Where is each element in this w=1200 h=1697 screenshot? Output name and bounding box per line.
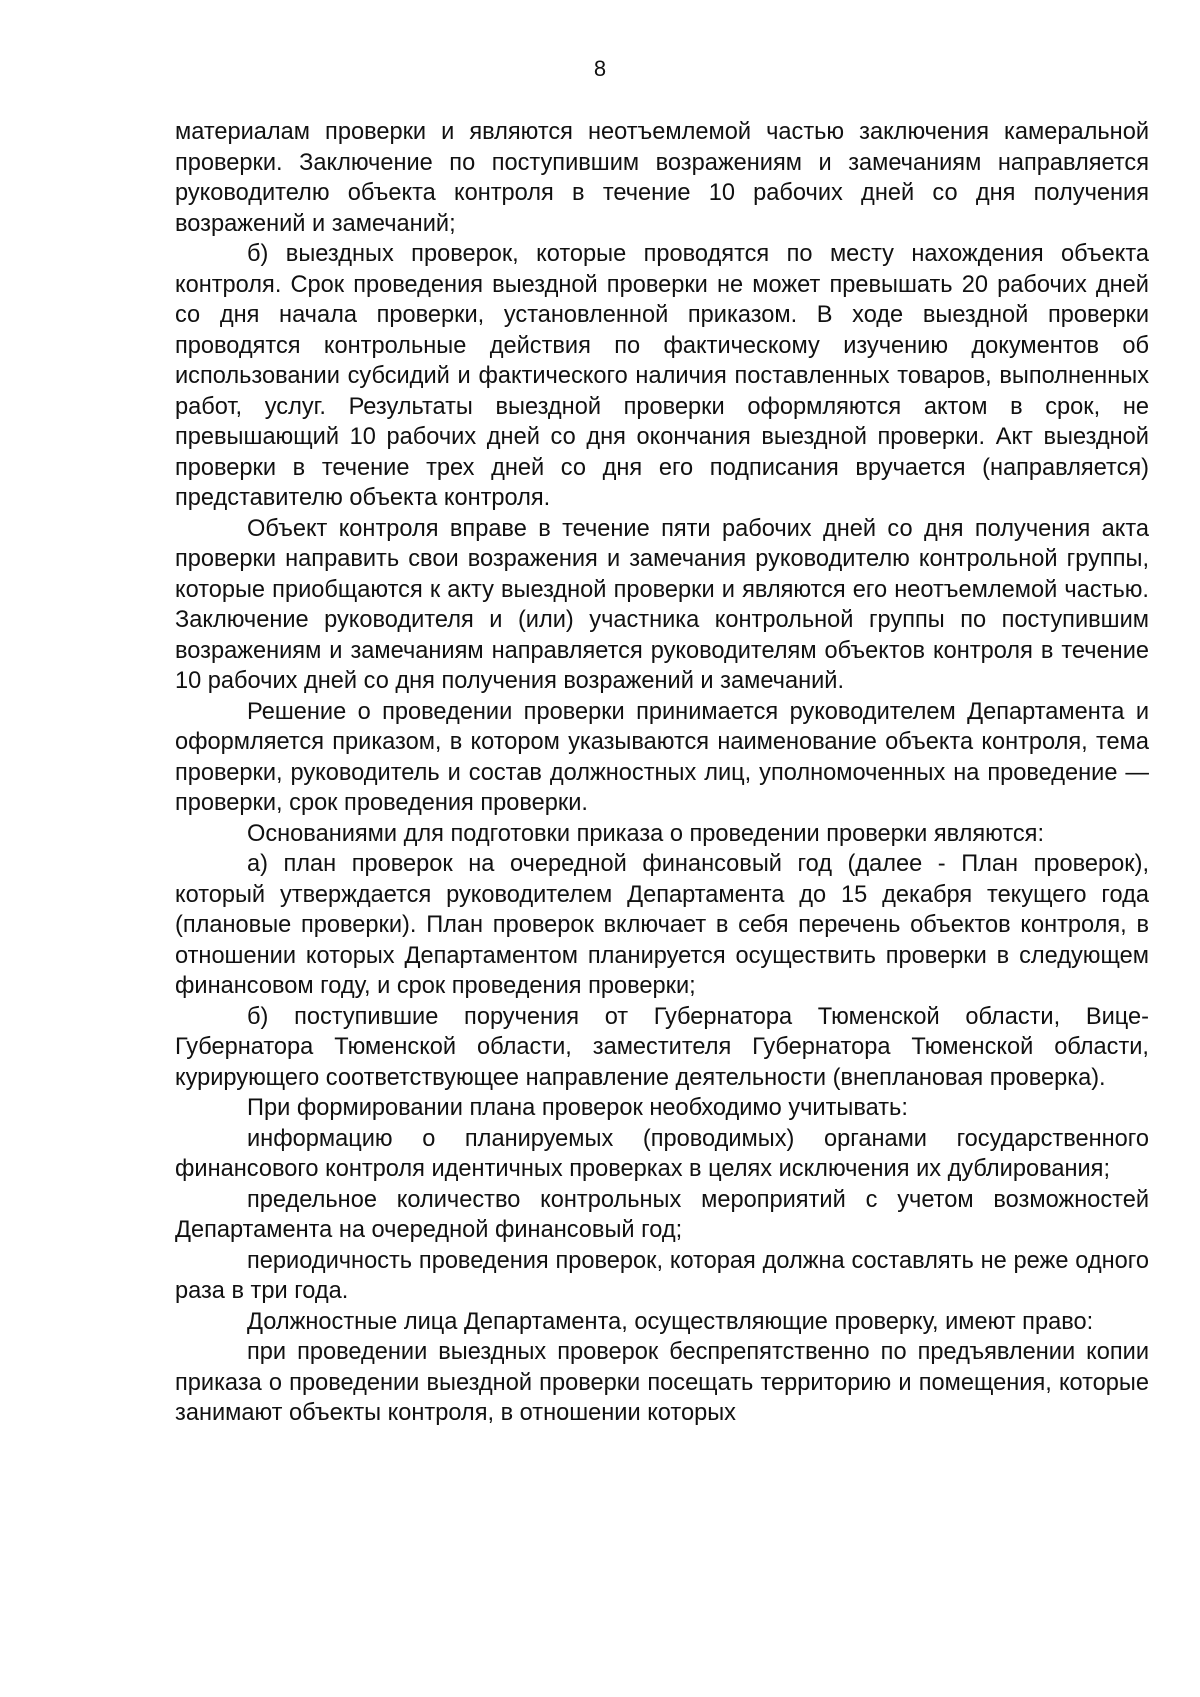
- paragraph-grounds-a: а) план проверок на очередной финансовый год (далее - План проверок), который утверждается руководителем Департамента до 15 декабря текущего года (плановые проверки). План проверок включает в себя перечень объектов контроля, в отношении которых Департаментом планируется осуществить проверки в следующем финансовом году, и срок проведения проверки;: [175, 851, 1149, 999]
- paragraph-inspection-decision: Решение о проведении проверки принимается руководителем Департамента и оформляется приказом, в котором указываются наименование объекта контроля, тема проверки, руководитель и состав должностных лиц, уполномоченных на проведение — проверки, срок проведения проверки.: [175, 698, 1149, 816]
- paragraph-rights-item-access: при проведении выездных проверок беспрепятственно по предъявлении копии приказа о проведении выездной проверки посещать территорию и помещения, которые занимают объекты контроля, в отношении которых: [175, 1339, 1149, 1426]
- paragraph-grounds-b: б) поступившие поручения от Губернатора Тюменской области, Вице-Губернатора Тюменской области, заместителя Губернатора Тюменской области, курирующего соответствующее направление деятельности (внеплановая проверка).: [175, 1003, 1149, 1091]
- paragraph-plan-intro: При формировании плана проверок необходимо учитывать:: [247, 1095, 908, 1121]
- paragraph-plan-item-limit: предельное количество контрольных мероприятий с учетом возможностей Департамента на очередной финансовый год;: [175, 1186, 1149, 1243]
- paragraph-plan-item-periodicity: периодичность проведения проверок, которая должна составлять не реже одного раза в три года.: [175, 1247, 1149, 1304]
- page-number: 8: [593, 56, 607, 81]
- paragraph-objections: Объект контроля вправе в течение пяти рабочих дней со дня получения акта проверки направить свои возражения и замечания руководителю контрольной группы, которые приобщаются к акту выездной проверки и являются его неотъемлемой частью. Заключение руководителя и (или) участника контрольной группы по поступившим возражениям и замечаниям направляется руководителям объектов контроля в течение 10 рабочих дней со дня получения возражений и замечаний.: [175, 515, 1149, 694]
- paragraph-grounds-intro: Основаниями для подготовки приказа о проведении проверки являются:: [247, 820, 1045, 847]
- paragraph-field-inspections: б) выездных проверок, которые проводятся по месту нахождения объекта контроля. Срок проведения выездной проверки не может превышать 20 рабочих дней со дня начала проверки, установленной приказом. В ходе выездной проверки проводятся контрольные действия по фактическому изучению документов об использовании субсидий и фактического наличия поставленных товаров, выполненных работ, услуг. Результаты выездной проверки оформляются актом в срок, не превышающий 10 рабочих дней со дня окончания выездной проверки. Акт выездной проверки в течение трех дней со дня его подписания вручается (направляется) представителю объекта контроля.: [175, 241, 1149, 511]
- paragraph-plan-item-information: информацию о планируемых (проводимых) органами государственного финансового контроля идентичных проверках в целях исключения их дублирования;: [175, 1125, 1149, 1182]
- document-body: [175, 117, 1149, 1429]
- paragraph-officials-rights: Должностные лица Департамента, осуществляющие проверку, имеют право:: [247, 1308, 1094, 1335]
- paragraph-continuation: материалам проверки и являются неотъемлемой частью заключения камеральной проверки. Заключение по поступившим возражениям и замечаниям направляется руководителю объекта контроля в течение 10 рабочих дней со дня получения возражений и замечаний;: [175, 119, 1149, 237]
